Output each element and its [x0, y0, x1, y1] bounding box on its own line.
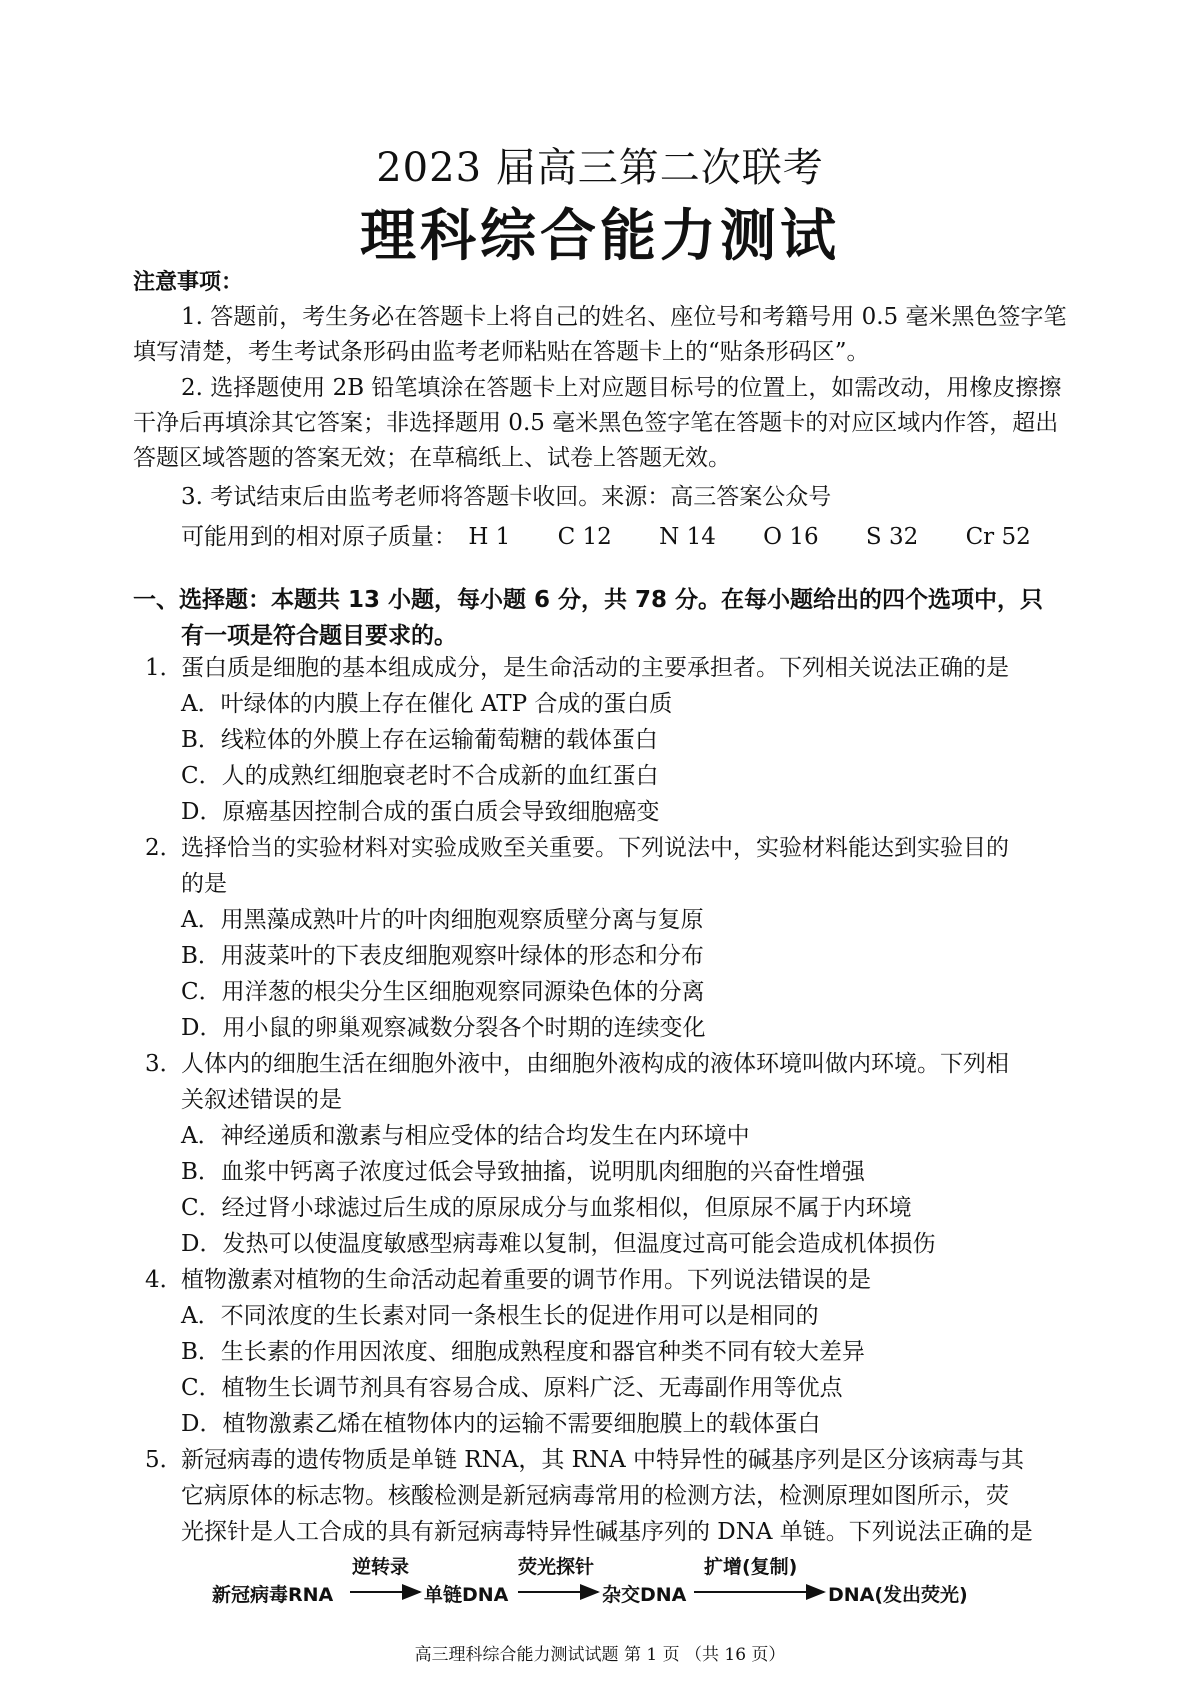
option-d: D．原癌基因控制合成的蛋白质会导致细胞癌变: [181, 799, 660, 825]
option-c: C．经过肾小球滤过后生成的原尿成分与血浆相似，但原尿不属于内环境: [181, 1195, 912, 1221]
exam-title: 2023 届高三第二次联考: [376, 145, 824, 191]
question-number: 2．: [145, 835, 183, 861]
option-b: B．线粒体的外膜上存在运输葡萄糖的载体蛋白: [181, 727, 658, 753]
flow-label-amplification: 扩增(复制): [704, 1556, 798, 1578]
flow-label-probe: 荧光探针: [518, 1556, 595, 1578]
atomic-mass-cr: Cr 52: [965, 524, 1031, 550]
atomic-mass-o: O 16: [763, 524, 819, 550]
question-stem-line: 的是: [181, 871, 227, 897]
section-heading-line1: 一、选择题：本题共 13 小题，每小题 6 分，共 78 分。在每小题给出的四个选项中，只: [133, 587, 1044, 613]
page-footer: 高三理科综合能力测试试题 第 1 页 （共 16 页）: [414, 1645, 786, 1665]
atomic-mass-h: H 1: [468, 524, 511, 550]
option-a: A．神经递质和激素与相应受体的结合均发生在内环境中: [181, 1123, 750, 1149]
option-d: D．用小鼠的卵巢观察减数分裂各个时期的连续变化: [181, 1015, 706, 1041]
question-3: [145, 1046, 1080, 1262]
atomic-mass-s: S 32: [865, 524, 919, 550]
option-c: C．植物生长调节剂具有容易合成、原料广泛、无毒副作用等优点: [181, 1375, 843, 1401]
question-number: 5．: [145, 1447, 183, 1473]
question-stem: 蛋白质是细胞的基本组成成分，是生命活动的主要承担者。下列相关说法正确的是: [181, 655, 1009, 681]
question-stem-line: 光探针是人工合成的具有新冠病毒特异性碱基序列的 DNA 单链。下列说法正确的是: [181, 1519, 1033, 1545]
atomic-mass-label: 可能用到的相对原子质量：: [181, 524, 457, 550]
exam-subject-title: 理科综合能力测试: [360, 204, 840, 269]
option-c: C．人的成熟红细胞衰老时不合成新的血红蛋白: [181, 763, 659, 789]
question-stem: 植物激素对植物的生命活动起着重要的调节作用。下列说法错误的是: [181, 1267, 871, 1293]
flow-node-ssdna: 单链DNA: [424, 1584, 509, 1606]
question-stem-line: 关叙述错误的是: [181, 1087, 342, 1113]
flow-label-reverse-transcription: 逆转录: [352, 1556, 410, 1578]
question-2: [145, 830, 1080, 1046]
notice-heading: 注意事项：: [133, 270, 244, 295]
question-number: 4．: [145, 1267, 183, 1293]
option-b: B．用菠菜叶的下表皮细胞观察叶绿体的形态和分布: [181, 943, 704, 969]
question-4: [145, 1262, 1080, 1442]
atomic-mass-c: C 12: [557, 524, 612, 550]
notice-item-1: 1. 答题前，考生务必在答题卡上将自己的姓名、座位号和考籍号用 0.5 毫米黑色签字笔填写清楚，考生考试条形码由监考老师粘贴在答题卡上的“贴条形码区”。: [133, 304, 1067, 365]
question-5: [145, 1442, 1080, 1550]
option-b: B．血浆中钙离子浓度过低会导致抽搐，说明肌肉细胞的兴奋性增强: [181, 1159, 865, 1185]
option-d: D．发热可以使温度敏感型病毒难以复制，但温度过高可能会造成机体损伤: [181, 1231, 936, 1257]
question-stem-line: 选择恰当的实验材料对实验成败至关重要。下列说法中，实验材料能达到实验目的: [181, 835, 1009, 861]
atomic-masses: [181, 518, 1071, 551]
atomic-mass-n: N 14: [659, 524, 716, 550]
option-d: D．植物激素乙烯在植物体内的运输不需要细胞膜上的载体蛋白: [181, 1411, 821, 1437]
question-number: 1．: [145, 655, 183, 681]
section-heading-line2: 有一项是符合题目要求的。: [181, 623, 457, 649]
detection-flow-diagram: [212, 1550, 1032, 1610]
option-a: A．用黑藻成熟叶片的叶肉细胞观察质壁分离与复原: [181, 907, 704, 933]
notice-item-3: 3. 考试结束后由监考老师将答题卡收回。来源：高三答案公众号: [181, 484, 832, 510]
flow-node-hybrid-dna: 杂交DNA: [602, 1584, 687, 1606]
section-heading: [133, 582, 1078, 654]
question-number: 3．: [145, 1051, 183, 1077]
flow-node-dna-fluorescence: DNA(发出荧光): [828, 1584, 968, 1606]
question-stem-line: 它病原体的标志物。核酸检测是新冠病毒常用的检测方法，检测原理如图所示，荧: [181, 1483, 1009, 1509]
question-stem-line: 人体内的细胞生活在细胞外液中，由细胞外液构成的液体环境叫做内环境。下列相: [181, 1051, 1009, 1077]
option-c: C．用洋葱的根尖分生区细胞观察同源染色体的分离: [181, 979, 705, 1005]
notice-item-2: 2. 选择题使用 2B 铅笔填涂在答题卡上对应题目标号的位置上，如需改动，用橡皮擦擦干净后再填涂其它答案；非选择题用 0.5 毫米黑色签字笔在答题卡的对应区域内作答，超出答题区域答题的答案无效；在草稿纸上、试卷上答题无效。: [133, 375, 1062, 471]
question-stem-line: 新冠病毒的遗传物质是单链 RNA，其 RNA 中特异性的碱基序列是区分该病毒与其: [181, 1447, 1025, 1473]
option-b: B．生长素的作用因浓度、细胞成熟程度和器官种类不同有较大差异: [181, 1339, 865, 1365]
flow-node-rna: 新冠病毒RNA: [212, 1584, 334, 1606]
question-1: [145, 650, 1080, 830]
option-a: A．叶绿体的内膜上存在催化 ATP 合成的蛋白质: [181, 691, 673, 717]
option-a: A．不同浓度的生长素对同一条根生长的促进作用可以是相同的: [181, 1303, 819, 1329]
